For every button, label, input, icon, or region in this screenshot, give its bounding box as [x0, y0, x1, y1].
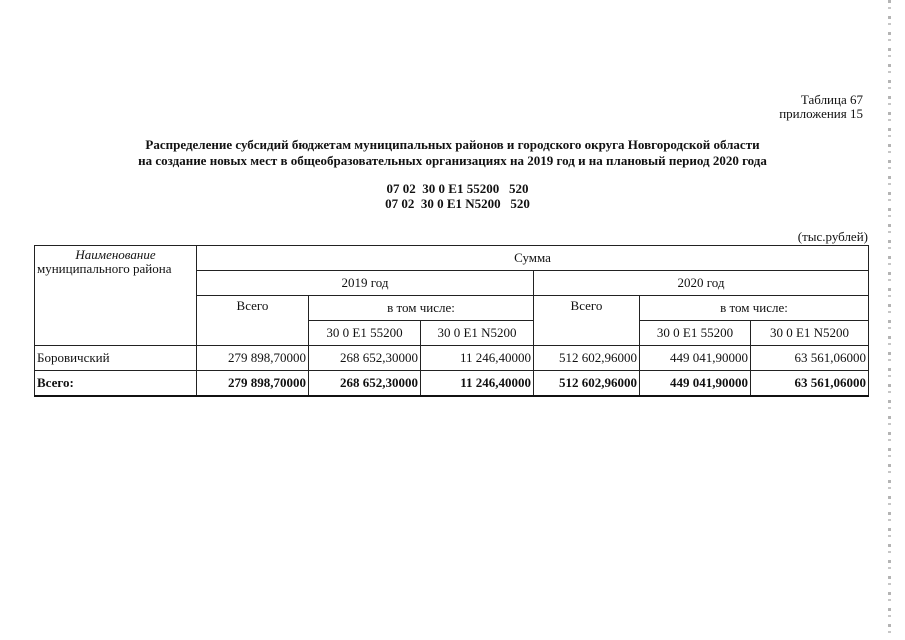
code-55200-2019-value: 268 652,30000: [309, 346, 421, 371]
including-2019-header: в том числе:: [309, 296, 534, 321]
grand-n5200-2020: 63 561,06000: [751, 371, 869, 397]
year-2019-header: 2019 год: [197, 271, 534, 296]
year-2020-header: 2020 год: [534, 271, 869, 296]
grand-55200-2019: 268 652,30000: [309, 371, 421, 397]
grand-total-2019: 279 898,70000: [197, 371, 309, 397]
budget-code-1: 07 02 30 0 Е1 55200 520: [386, 181, 529, 196]
subsidy-table: [34, 245, 869, 397]
code-55200-2020-header: 30 0 Е1 55200: [640, 321, 751, 346]
total-2019-value: 279 898,70000: [197, 346, 309, 371]
code-n5200-2019-value: 11 246,40000: [421, 346, 534, 371]
budget-codes: [0, 181, 905, 211]
table-row: [35, 346, 869, 371]
district-name: Боровичский: [35, 346, 197, 371]
title-line-1: Распределение субсидий бюджетам муниципальных районов и городского округа Новгородской области: [145, 137, 760, 152]
table-number: Таблица 67: [800, 92, 863, 107]
total-2019-header: Всего: [197, 296, 309, 346]
table-reference: [779, 93, 863, 121]
name-column-header: [35, 246, 197, 346]
appendix-number: приложения 15: [779, 106, 863, 121]
total-2020-header: Всего: [534, 296, 640, 346]
scan-edge-artifact: [888, 0, 891, 640]
document-title: [0, 137, 905, 168]
total-label: Всего:: [35, 371, 197, 397]
code-n5200-2020-header: 30 0 Е1 N5200: [751, 321, 869, 346]
code-55200-2019-header: 30 0 Е1 55200: [309, 321, 421, 346]
total-2020-value: 512 602,96000: [534, 346, 640, 371]
code-n5200-2020-value: 63 561,06000: [751, 346, 869, 371]
budget-code-2: 07 02 30 0 Е1 N5200 520: [385, 196, 530, 211]
grand-total-2020: 512 602,96000: [534, 371, 640, 397]
units-label: (тыс.рублей): [797, 229, 868, 244]
grand-55200-2020: 449 041,90000: [640, 371, 751, 397]
title-line-2: на создание новых мест в общеобразовательных организациях на 2019 год и на плановый период 2020 года: [138, 152, 767, 168]
name-header-line-1: Наименование: [75, 247, 156, 262]
including-2020-header: в том числе:: [640, 296, 869, 321]
total-row: [35, 371, 869, 397]
name-header-line-2: муниципального района: [37, 261, 172, 276]
code-n5200-2019-header: 30 0 Е1 N5200: [421, 321, 534, 346]
grand-n5200-2019: 11 246,40000: [421, 371, 534, 397]
sum-header: Сумма: [197, 246, 869, 271]
code-55200-2020-value: 449 041,90000: [640, 346, 751, 371]
